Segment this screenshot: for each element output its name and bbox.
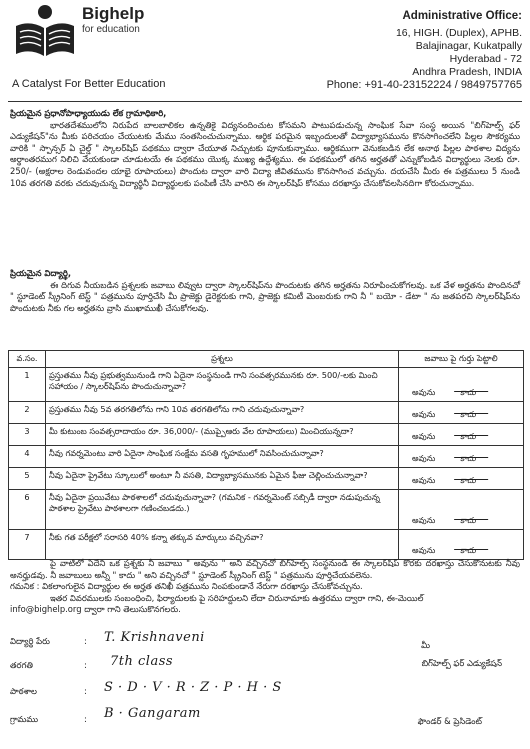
row-question: నీవు ఏదైనా ప్రయివేటు పాఠశాలలో చదువుచున్నావా? (గమనిక - గవర్నమెంట్ సబ్సిడీ ద్వారా నడుపుచున్న పాఠశాల ప్రైవేటు పాఠశాలగా గణించబడదు.) (46, 490, 399, 530)
answer-yes: అవును (412, 409, 436, 419)
answer-cell[interactable] (399, 446, 524, 468)
student-salutation: ప్రియమైన విద్యార్థి, (10, 268, 72, 278)
table-row (9, 490, 524, 530)
answer-cell[interactable] (399, 402, 524, 424)
note-contact: ఇతర వివరములకు సంబంధించి, ఫిర్యాదులకు పై సరిహద్దులని లేదా చిరునామాకు ఉత్తరము ద్వారా గాని, ఈ-మెయిల్ (50, 592, 424, 603)
village-value[interactable]: B · Gangaram (104, 706, 201, 721)
class-label: తరగతి (10, 660, 33, 670)
note-disabled: గమనిక : వికలాంగులైన విద్యార్థుల ఈ అర్హత తనిఖీ పత్రమును నింపకుండానే నేరుగా దరఖాస్తు చేసుకోవచ్చును. (10, 581, 363, 592)
address-line-1: 16, HIGH. (Duplex), APHB. (395, 27, 522, 39)
answer-cell[interactable] (399, 468, 524, 490)
row-question: మీ కుటుంబ సంవత్సరాదాయం రూ. 36,000/- (ముప్పైఆరు వేల రూపాయలు) మించియున్నదా? (46, 424, 399, 446)
note-email: info@bighelp.org ద్వారా గాని తెలుసుకొనగలరు. (10, 604, 181, 615)
name-label: విద్యార్థి పేరు (10, 636, 50, 646)
notes-section (10, 558, 520, 616)
answer-no-marked: కాదు (460, 431, 476, 441)
address-line-3: Hyderabad - 72 (449, 53, 522, 65)
name-value[interactable]: T. Krishnaveni (104, 630, 205, 645)
student-paragraph: ఈ దిగువ నీయబడిన ప్రశ్నలకు జవాబు లివ్వుట ద్వారా స్కాలర్‌షిప్‌ను పొందుటకు తగిన అర్హతను నిరూపించుకోగలవు. ఒక వేళ అర్హతను పొందినచో " స్టూడెంట్ స్క్రీనింగ్ టెస్ట్ " పత్రమును పూర్తిచేసి మీ ప్రాజెక్టు డైరెక్టరుకు గాని, ప్రాజెక్టు కమిటీ మెంబరుకు గాని నీ " బయో - డేటా " ను జతపరచి స్కాలర్‌షిప్‌ను పొందుటకు నీకు గల అర్హతను వ్రాసి ముఖాముఖీ చేసుకోగలవు. (10, 279, 520, 313)
school-value[interactable]: S · D · V · R · Z · P · H · S (104, 680, 282, 695)
eligibility-table (8, 350, 524, 560)
row-question: నీవు గవర్నమెంటు వారి ఏదైనా సాంఘిక సంక్షేమ వసతి గృహములో నివసించుచున్నావా? (46, 446, 399, 468)
student-section (10, 268, 520, 314)
answer-cell[interactable] (399, 530, 524, 560)
answer-no-marked: కాదు (460, 453, 476, 463)
office-address-block (327, 10, 522, 92)
row-number: 1 (9, 368, 46, 402)
col-header-number: వ.సం. (9, 351, 46, 368)
table-row (9, 446, 524, 468)
answer-yes: అవును (412, 515, 436, 525)
table-header-row (9, 351, 524, 368)
answer-yes: అవును (412, 387, 436, 397)
office-title: Administrative Office: (402, 10, 522, 22)
brand-name: Bighelp (82, 4, 145, 23)
table-row (9, 402, 524, 424)
tagline: A Catalyst For Better Education (12, 78, 166, 90)
brand-subtitle: for education (82, 24, 140, 35)
table-row (9, 530, 524, 560)
row-number: 4 (9, 446, 46, 468)
row-number: 7 (9, 530, 46, 560)
answer-no-marked: కాదు (460, 475, 476, 485)
answer-cell[interactable] (399, 424, 524, 446)
answer-yes: అవును (412, 475, 436, 485)
phone-number: Phone: +91-40-23152224 / 9849757765 (326, 79, 522, 91)
col-header-question: ప్రశ్నలు (46, 351, 399, 368)
col-header-answer: జవాబు పై గుర్తు పెట్టాలి (399, 351, 524, 368)
answer-no-marked: కాదు (460, 387, 476, 397)
intro-section (10, 108, 520, 189)
bighelp-logo (12, 4, 78, 58)
intro-salutation: ప్రియమైన ప్రధానోపాధ్యాయుడు లేక గ్రామాధికారి, (10, 108, 167, 118)
village-label: గ్రామము (10, 714, 39, 724)
table-row (9, 368, 524, 402)
signature-title: ఫౌండర్ & ప్రెసిడెంట్ (417, 716, 482, 726)
address-line-2: Balajinagar, Kukatpally (415, 40, 522, 52)
answer-yes: అవును (412, 453, 436, 463)
answer-yes: అవును (412, 545, 436, 555)
row-question: నీకు గత పరీక్షలో సరాసరి 40% కన్నా తక్కువ మార్కులు వచ్చినవా? (46, 530, 399, 560)
answer-yes: అవును (412, 431, 436, 441)
school-label: పాఠశాల (10, 686, 37, 696)
table-row (9, 424, 524, 446)
answer-no-marked: కాదు (460, 409, 476, 419)
row-question: నీవు ఏదైనా ప్రైవేటు స్కూలులో అంటూ నీ వసతి, విద్యాభ్యాసమునకు ఏమైన ఫీజు చెల్లించుచున్నావా? (46, 468, 399, 490)
answer-cell[interactable] (399, 368, 524, 402)
row-question: ప్రస్తుతము నీవు 5వ తరగతిలోను గాని 10వ తరగతిలోను గాని చదువుచున్నావా? (46, 402, 399, 424)
village-colon: : (84, 714, 87, 724)
book-person-icon (12, 4, 78, 60)
class-colon: : (84, 660, 87, 670)
note-eligibility: పై వాటిలో ఏదేని ఒక ప్రశ్నకు నీ జవాబు " అవును " అని వచ్చినచో బిగ్‌హెల్ప్ సంస్థనుండి ఈ స్కాలర్‌షిప్ కొరకు దరఖాస్తు చేసుకొనుటకు నీవు అనర్హుడవు. నీ జవాబులు అన్నీ " కాదు " అని వచ్చినచో " స్టూడెంట్ స్క్రీనింగ్ టెస్ట్ " పత్రమును పూర్తిచేయవలెను. (10, 558, 520, 580)
answer-no-marked: కాదు (460, 515, 476, 525)
signature-org: బిగ్‌హెల్ప్ ఫర్ ఎడ్యుకేషన్ (421, 658, 502, 668)
intro-paragraph: భారతదేశములోని నిరుపేద బాలబాలికల ఉన్నతికై విద్యనందించుట కోసమని పాటుపడుచున్న సాంఘిక సేవా సంస్థ అయిన "బిగ్‌హెల్ప్ ఫర్ ఎడ్యుకేషన్"ను మీకు పరిచయం చేయుటకు మేము సంతసించుచున్నాము. ఆర్థిక పరమైన ఇబ్బందులతో విద్యాభ్యాసమును కొనసాగించలేని పిల్లల సౌకర్యము వారికి " స్పాన్సర్ ఏ చైల్డ్ " స్కాలర్‌షిప్ పథకము ద్వారా చేయూత నిచ్చుటకు పూనుకున్నాము. ఆర్థికముగా వెనుకబడిన లేక అనాథ పిల్లల పాఠశాల విద్యను అర్థాంతరముగ నిలిచి వేయకుండా చూడుటయే ఈ పథకము యొక్క ముఖ్య ఉద్దేశ్యము. ఈ పథకములో తగిన అర్హతతో ఎన్నుకోబడిన విద్యార్థులు నెలకు రూ. 250/- (అక్షరాల రెండువందల యాభై రూపాయలు) పొందుట ద్వారా వారి విద్యా జీవితమును కొనసాగించ వచ్చును. దయచేసి మీరు ఈ పత్రములు 5 నుండి 10వ తరగతి వరకు చదువుచున్న విద్యార్థినీ విద్యార్థులకు పంపిణీ చేసి వారిని ఈ స్కాలర్‌షిప్ కోసము దరఖాస్తు చేసుకోవలసినదిగా కోరుచున్నాము. (10, 119, 520, 188)
table-row (9, 468, 524, 490)
row-number: 2 (9, 402, 46, 424)
row-number: 3 (9, 424, 46, 446)
school-colon: : (84, 686, 87, 696)
row-number: 5 (9, 468, 46, 490)
address-line-4: Andhra Pradesh, INDIA (412, 66, 522, 78)
row-number: 6 (9, 490, 46, 530)
class-value[interactable]: 7th class (110, 654, 174, 669)
signature-mee: మీ (421, 640, 430, 650)
name-colon: : (84, 636, 87, 646)
header-divider (8, 101, 522, 102)
answer-cell[interactable] (399, 490, 524, 530)
row-question: ప్రస్తుతము నీవు ప్రభుత్వమునుండి గాని ఏదైనా సంస్థనుండి గాని సంవత్సరమునకు రూ. 500/-లకు మించి సహాయం / స్కాలర్‌షిప్‌ను పొందుచున్నావా? (46, 368, 399, 402)
answer-no-marked: కాదు (460, 545, 476, 555)
